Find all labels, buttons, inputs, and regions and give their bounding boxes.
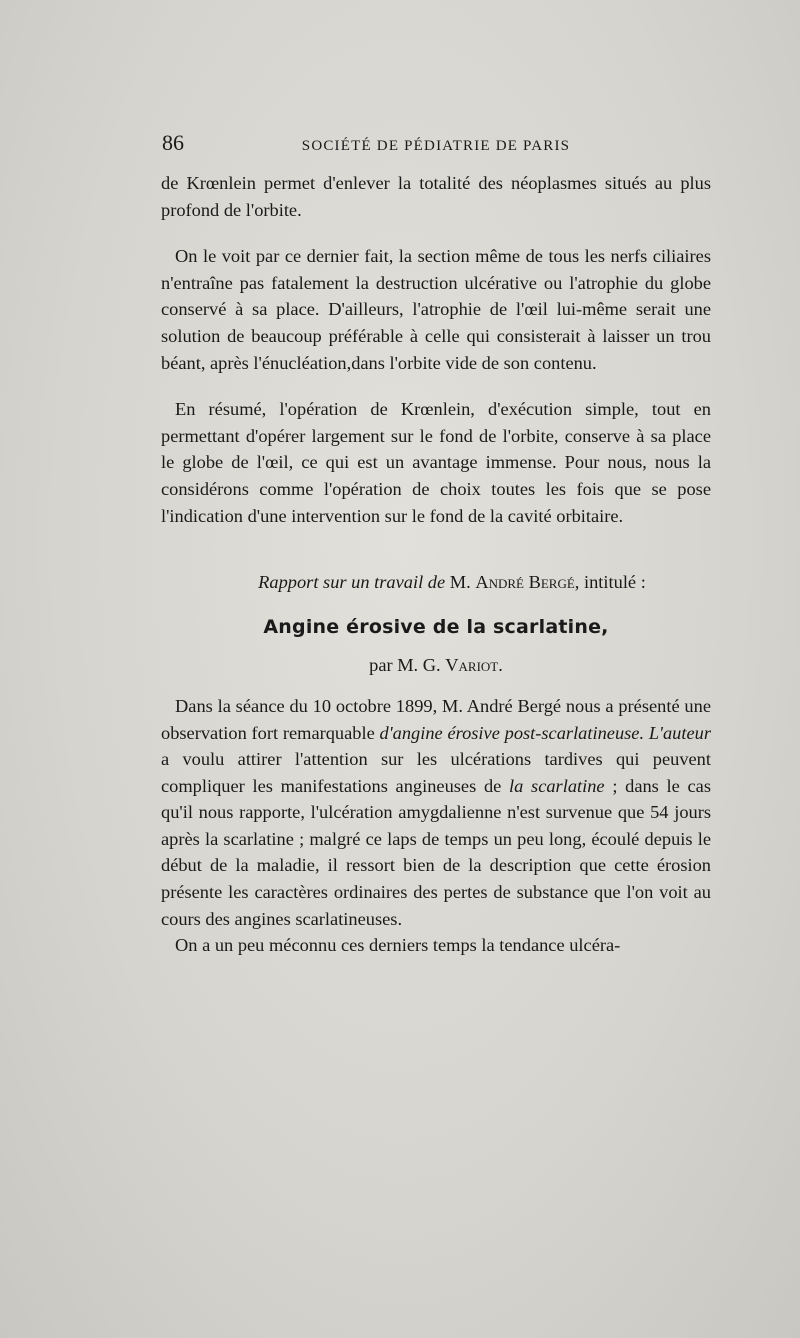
report-heading <box>161 569 711 596</box>
running-title: SOCIÉTÉ DE PÉDIATRIE DE PARIS <box>301 138 571 154</box>
article-byline <box>161 652 711 679</box>
paragraph-text: ; dans le cas qu'il nous rapporte, l'ulcération amygdalienne n'est survenue que 54 jours après la scarlatine ; malgré ce laps de temps un peu long, écoulé depuis le début de la maladie, il ressort bien de la description que cette érosion présente les caractères ordinaires des pertes de substance que l'on voit au cours des angines scarlatineuses. <box>161 775 712 929</box>
paragraph: On le voit par ce dernier fait, la section même de tous les nerfs ciliaires n'entraîne pas fatalement la destruction ulcérative ou l'atrophie du globe conservé à sa place. D'ailleurs, l'atrophie de l'œil lui-même serait une solution de beaucoup préférable à celle qui consisterait à laisser un trou béant, après l'énucléation,dans l'orbite vide de son contenu. <box>161 246 711 373</box>
paragraph: On a un peu méconnu ces derniers temps la tendance ulcéra- <box>175 935 621 956</box>
report-italic: Rapport sur un travail de <box>258 572 446 593</box>
page-number: 86 <box>162 130 184 155</box>
page-header <box>162 130 710 156</box>
byline-author: Variot. <box>445 655 503 676</box>
paragraph-italic: d'angine érosive post-scarlatineuse. L'auteur <box>379 722 711 743</box>
article-title: Angine érosive de la scarlatine, <box>263 615 609 638</box>
paragraph: En résumé, l'opération de Krœnlein, d'exécution simple, tout en permettant d'opérer largement sur le fond de l'orbite, conserve à sa place le globe de l'œil, ce qui est un avantage immense. Pour nous, nous la considérons comme l'opération de choix toutes les fois que se pose l'indication d'une intervention sur le fond de la cavité orbitaire. <box>161 399 711 526</box>
page-body <box>161 170 711 959</box>
report-suffix: , intitulé : <box>574 572 646 593</box>
paragraph-italic: la scarlatine <box>509 775 605 796</box>
report-author: André Bergé <box>475 572 575 593</box>
paragraph <box>161 693 711 932</box>
paragraph: de Krœnlein permet d'enlever la totalité des néoplasmes situés au plus profond de l'orbite. <box>161 173 711 220</box>
report-author-prefix: M. <box>449 572 471 593</box>
paragraph-text: a voulu attirer l'attention sur les ulcérations tardives qui peuvent compliquer les manifestations angineuses de <box>161 749 711 796</box>
byline-prefix: par M. G. <box>369 655 441 676</box>
paragraph-text: Dans la séance du 10 octobre 1899, M. André Bergé nous a présenté une observation fort remarquable <box>161 695 711 743</box>
